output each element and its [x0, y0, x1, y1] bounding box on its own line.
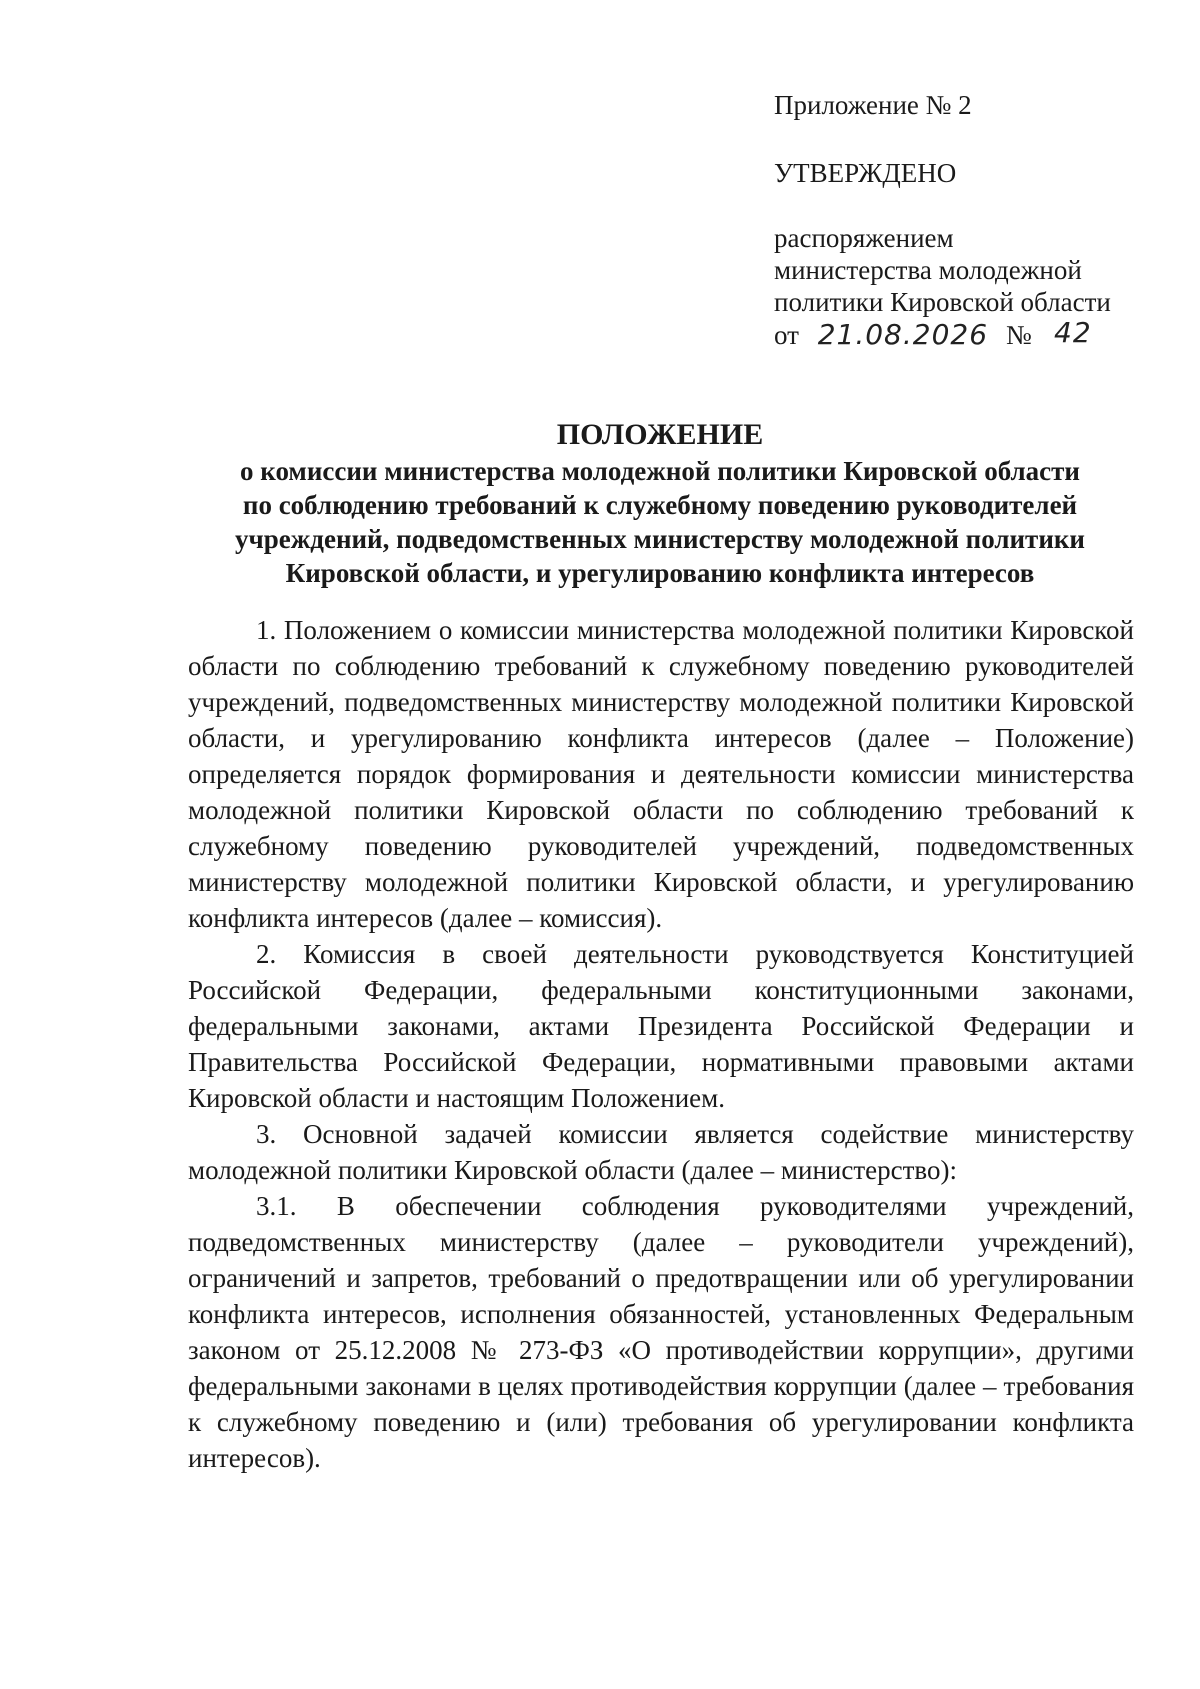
- document-title: [180, 418, 1140, 590]
- title-subtitle-line: учреждений, подведомственных министерству молодежной политики: [235, 524, 1085, 554]
- date-prefix: от: [774, 320, 799, 350]
- order-line: министерства молодежной: [774, 255, 1082, 285]
- paragraph-2: 2. Комиссия в своей деятельности руководствуется Конституцией Российской Федерации, федеральными конституционными законами, федеральными законами, актами Президента Российской Федерации и Правительства Российской Федерации, нормативными правовыми актами Кировской области и настоящим Положением.: [188, 939, 1134, 1113]
- title-subtitle-line: о комиссии министерства молодежной политики Кировской области: [240, 456, 1080, 486]
- paragraph-3: 3. Основной задачей комиссии является содействие министерству молодежной политики Кировской области (далее – министерство):: [188, 1119, 1134, 1185]
- handwritten-date: 21.08.2026: [817, 318, 989, 351]
- order-line: распоряжением: [774, 223, 954, 253]
- title-subtitle-line: по соблюдению требований к служебному поведению руководителей: [242, 490, 1078, 520]
- approval-order-block: [774, 222, 1154, 318]
- document-body: [188, 612, 1134, 1476]
- paragraph-1: 1. Положением о комиссии министерства молодежной политики Кировской области по соблюдению требований к служебному поведению руководителей учреждений, подведомственных министерству молодежной политики Кировской области, и урегулированию конфликта интересов (далее – Положение) определяется порядок формирования и деятельности комиссии министерства молодежной политики Кировской области по соблюдению требований к служебному поведению руководителей учреждений, подведомственных министерству молодежной политики Кировской области, и урегулированию конфликта интересов (далее – комиссия).: [188, 615, 1134, 933]
- order-date-line: [774, 318, 1174, 358]
- approved-stamp-text: УТВЕРЖДЕНО: [774, 158, 957, 188]
- handwritten-number: 42: [1054, 316, 1092, 349]
- paragraph-3-1: 3.1. В обеспечении соблюдения руководителями учреждений, подведомственных министерству (далее – руководители учреждений), ограничений и запретов, требований о предотвращении или об урегулировании конфликта интересов, исполнения обязанностей, установленных Федеральным законом от 25.12.2008 № 273-ФЗ «О противодействии коррупции», другими федеральными законами в целях противодействия коррупции (далее – требования к служебному поведению и (или) требования об урегулировании конфликта интересов).: [188, 1191, 1134, 1473]
- number-prefix: №: [1006, 320, 1032, 350]
- title-heading: ПОЛОЖЕНИЕ: [556, 418, 764, 451]
- order-line: политики Кировской области: [774, 287, 1111, 317]
- title-subtitle-line: Кировской области, и урегулированию конфликта интересов: [285, 558, 1035, 588]
- appendix-label: Приложение № 2: [774, 90, 972, 120]
